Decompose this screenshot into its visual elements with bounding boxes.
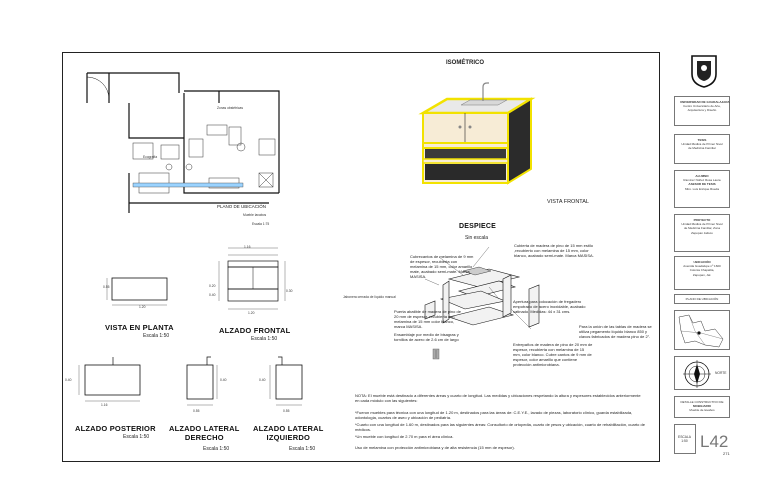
posterior-width-dim: 1.16 <box>101 403 108 407</box>
block-detalle: DETALLE CONSTRUCTIVO DE MOBILIARIO Mueble de lavabos <box>674 396 730 418</box>
nota-bullet-2: *Cuarto con una longitud de 1.60 m, destinados para las siguientes áreas: Consultorio de ortopedia, cuarto de yesos y ubicación, cuarto de rehabilitación, cuarto de médicos. <box>355 422 645 432</box>
frontal-h2-dim: 0.40 <box>209 293 216 297</box>
nota-text: NOTA: El mueble está destinado a diferentes áreas y cuarto de longitud. Las medidas y ubicaciones respetando la altura y espesores establecidos anteriormente en cada módulo con las siguientes: <box>355 393 641 403</box>
block-tesis: TESIS Unidad Médica de Primer Nivel de Medicina Familiar <box>674 134 730 164</box>
sheet-number: 271 <box>723 451 730 456</box>
vista-planta-scale: Escala 1:50 <box>143 333 170 339</box>
nota-footer: Uso de melamina con protección antimicrobiana y de alta resistencia (15 mm de espesor). <box>355 445 515 450</box>
plano-ubicacion-scale: Escala 1:75 <box>252 222 270 226</box>
north-compass <box>674 356 730 390</box>
university-logo <box>688 52 720 88</box>
alzado-frontal-scale: Escala 1:50 <box>251 336 278 342</box>
nota-bullet-1: *Fueron muebles para técnica con una longitud de 1.20 m, destinados para las áreas de: C.E.Y.E., lavado de piezas, laboratorio clínico, guarda estabilizada, odontología, cuartos de aseo y ubicación de pediatría. <box>355 410 633 420</box>
alzado-frontal-title: ALZADO FRONTAL <box>219 326 291 335</box>
alzado-posterior-title: ALZADO POSTERIOR <box>75 424 156 433</box>
alzado-posterior-scale: Escala 1:50 <box>123 434 150 440</box>
room-b-label: Ecografía <box>143 155 158 159</box>
alzado-izquierdo-drawing <box>268 353 308 408</box>
alzado-izquierdo-scale: Escala 1:50 <box>289 446 316 452</box>
room-a-label: Zonas obstétricas <box>217 106 244 110</box>
block-plano-ubicacion: PLANO DE UBICACIÓN <box>674 294 730 304</box>
frontal-h1-dim: 0.20 <box>209 284 216 288</box>
block-proyecto: PROYECTO Unidad Médica de Primer Nivel de Medicina Familiar, Zona Zapopan Jalisco <box>674 214 730 252</box>
alzado-derecho-drawing <box>181 353 221 408</box>
location-map <box>674 310 730 350</box>
vista-planta-title: VISTA EN PLANTA <box>105 323 174 332</box>
isometric-cabinet <box>413 75 553 185</box>
nota-bullet-3: *Un mueble con longitud de 2.70 m para el área clínica. <box>355 434 454 439</box>
plano-ubicacion-subtitle: Mueble lavabos <box>243 213 267 217</box>
planta-height-dim: 0.55 <box>103 285 110 289</box>
floor-plan <box>69 63 299 223</box>
note-cubierta: Cubierta de madera de pino de 15 mm estilo ,recubierto con melamina de 15 mm, color blanco, acabado semi-mate. Marca MASISA. <box>514 243 594 258</box>
hinge-icon <box>432 349 440 359</box>
note-apertura: Apertura para colocación de fregadero empotrado de acero inoxidable, acabado satinado. Medidas: 44 x 31 cms. <box>513 299 586 314</box>
frontal-top-dim: 1.16 <box>244 245 251 249</box>
alzado-izquierdo-title: ALZADO LATERAL IZQUIERDO <box>253 424 324 442</box>
derecho-width-dim: 0.55 <box>193 409 200 413</box>
note-union: Para la unión de las tablas de madera se utiliza pegamento líquido blanco 850 y clavos fabricados de madera pino de 2". <box>579 324 652 339</box>
alzado-frontal-drawing <box>213 243 293 318</box>
isometrico-title: ISOMÉTRICO <box>446 60 485 66</box>
alzado-derecho-title: ALZADO LATERAL DERECHO <box>169 424 240 442</box>
north-label: NORTE <box>715 371 727 375</box>
izquierdo-height-dim: 0.40 <box>259 378 266 382</box>
despiece-subtitle: Sin escala <box>465 235 489 241</box>
plano-ubicacion-title: PLANO DE UBICACIÓN <box>217 204 267 209</box>
city-map <box>675 311 731 351</box>
despiece-title: DESPIECE <box>459 223 496 230</box>
frontal-h3-dim: 0.30 <box>286 289 293 293</box>
alzado-derecho-scale: Escala 1:50 <box>203 446 230 452</box>
note-cubrecantos: Cubrecantos de melamina de 9 mm de espesor, recubierta con melamina de 15 mm, color amarillo mate, acabado semi-mate. Marca MASISA. <box>410 254 474 279</box>
block-university: UNIVERSIDAD DE GUADALAJARA Centro Universitario de Arte, Arquitectura y Diseño <box>674 96 730 126</box>
block-alumno: ALUMNO Ramírez Núñez Rosa Laura ASESOR DE TESIS Mtro. Luis Enrique Rueda <box>674 170 730 208</box>
note-jabonera: Jabonera cerrada de líquido manual <box>343 295 396 299</box>
title-block <box>668 52 738 462</box>
alzado-posterior-drawing <box>77 355 147 405</box>
posterior-height-dim: 0.40 <box>65 378 72 382</box>
drawing-sheet <box>62 52 660 462</box>
planta-width-dim: 1.20 <box>139 305 146 309</box>
derecho-height-dim: 0.40 <box>220 378 227 382</box>
block-ubicacion: UBICACIÓN Avenida Guadalupe nº 1600 Colonia Chapalita, Zapopan, Jal. <box>674 256 730 290</box>
clave-label: ESCALA 1:50 <box>678 435 692 443</box>
block-clave <box>674 424 696 454</box>
izquierdo-width-dim: 0.55 <box>283 409 290 413</box>
frontal-width-dim: 1.20 <box>248 311 255 315</box>
note-ensamble: Ensamblaje por medio de bisagras y tornillos de acero de 2.6 cm de largo <box>394 332 459 342</box>
crest-icon <box>688 52 720 88</box>
note-puerta: Puerta abatible de madera de pino de 20 mm de espesor, recubierta con melamina de 15 mm color blanco, marca MASISA. <box>394 309 461 329</box>
note-entrepanos: Entrepaños de madera de pino de 20 mm de espesor, recubierta con melamina de 15 mm, color blanco. Cubre cantos de 9 mm de espesor, color amarillo que contiene protección antimicrobiana. <box>513 342 593 367</box>
vista-frontal-label: VISTA FRONTAL <box>547 199 589 205</box>
sheet-code: L42 <box>700 432 729 451</box>
